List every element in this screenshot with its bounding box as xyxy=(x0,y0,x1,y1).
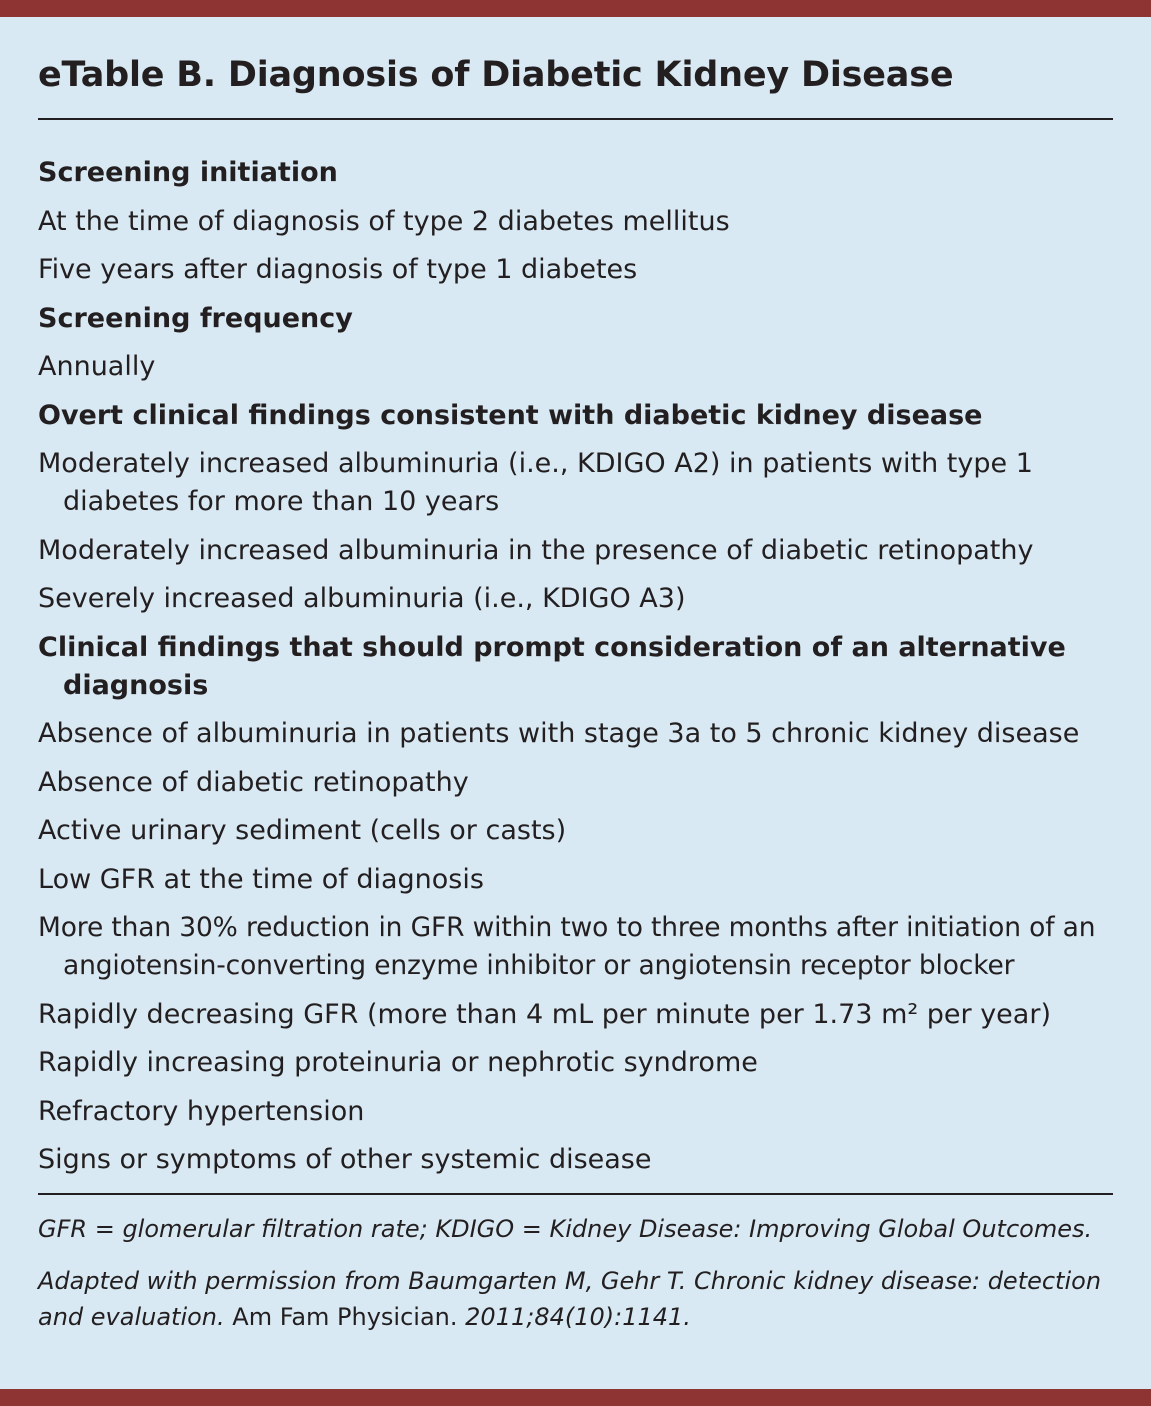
source-footnote xyxy=(38,1263,1113,1335)
table-row: Refractory hypertension xyxy=(38,1095,365,1127)
section-heading-alternative-diagnosis: Clinical findings that should prompt consideration of an alternative diagnosis xyxy=(38,631,1066,701)
table-row: Active urinary sediment (cells or casts) xyxy=(38,815,567,846)
table-row: Annually xyxy=(38,351,156,382)
table-row: Severely increased albuminuria (i.e., KDIGO A3) xyxy=(38,583,686,614)
table-row: At the time of diagnosis of type 2 diabetes mellitus xyxy=(38,205,730,237)
title-divider xyxy=(38,118,1113,120)
section-heading-overt-findings: Overt clinical findings consistent with diabetic kidney disease xyxy=(38,399,983,431)
table-row: Rapidly increasing proteinuria or nephrotic syndrome xyxy=(38,1047,758,1078)
table-row: Rapidly decreasing GFR (more than 4 mL per minute per 1.73 m² per year) xyxy=(38,998,1051,1030)
table-row: Absence of albuminuria in patients with stage 3a to 5 chronic kidney disease xyxy=(38,718,1080,749)
section-heading-screening-frequency: Screening frequency xyxy=(38,302,353,334)
table-row: More than 30% reduction in GFR within two to three months after initiation of an angiotensin-converting enzyme inhibitor or angiotensin receptor blocker xyxy=(38,912,1096,981)
bottom-accent-bar xyxy=(0,1389,1151,1406)
table-title: eTable B. Diagnosis of Diabetic Kidney Disease xyxy=(38,55,954,95)
source-citation: 2011;84(10):1141. xyxy=(465,1303,691,1331)
table-content xyxy=(38,17,1113,1335)
table-row: Moderately increased albuminuria in the presence of diabetic retinopathy xyxy=(38,534,1034,566)
top-accent-bar xyxy=(0,0,1151,17)
source-journal: Am Fam Physician. xyxy=(232,1303,458,1331)
source-prefix: Adapted with permission from Baumgarten M, Gehr T. Chronic kidney disease: detection and evaluation. xyxy=(38,1267,1102,1331)
section-heading-screening-initiation: Screening initiation xyxy=(38,157,338,188)
abbreviations-footnote: GFR = glomerular filtration rate; KDIGO = Kidney Disease: Improving Global Outcomes. xyxy=(38,1215,1093,1243)
table-body xyxy=(38,154,1113,1179)
footnote-divider xyxy=(38,1193,1113,1195)
table-row: Five years after diagnosis of type 1 diabetes xyxy=(38,254,638,285)
table-row: Signs or symptoms of other systemic disease xyxy=(38,1144,652,1175)
table-row: Moderately increased albuminuria (i.e., KDIGO A2) in patients with type 1 diabetes for more than 10 years xyxy=(38,448,1033,517)
table-row: Low GFR at the time of diagnosis xyxy=(38,863,484,895)
table-row: Absence of diabetic retinopathy xyxy=(38,766,469,798)
